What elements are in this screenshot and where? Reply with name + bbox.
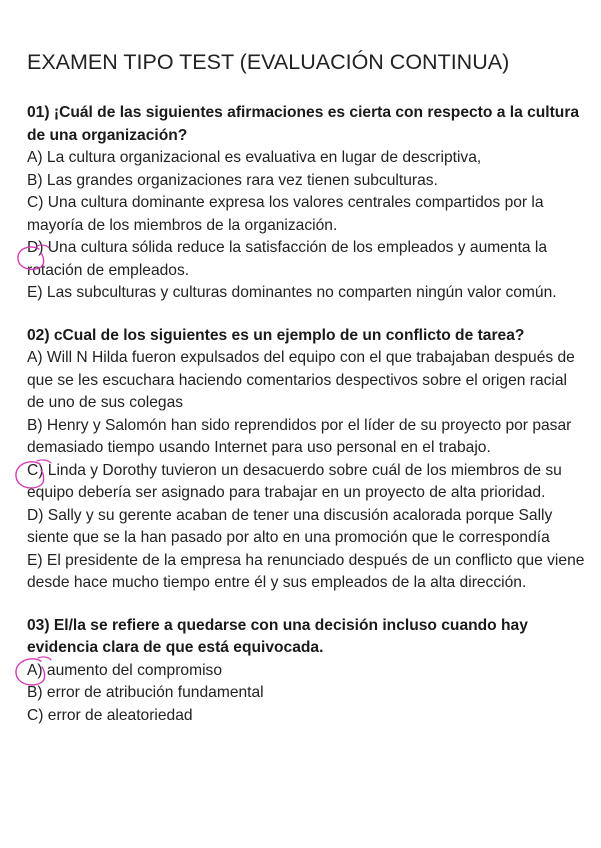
option-a: A) Will N Hilda fueron expulsados del equipo con el que trabajaban después de que se les escuchara haciendo comentarios despectivos sobre el origen racial de uno de sus colegas	[27, 349, 575, 411]
option-e: E) Las subculturas y culturas dominantes no comparten ningún valor común.	[27, 284, 557, 301]
question-text: 01) ¡Cuál de las siguientes afirmaciones es cierta con respecto a la cultura de una organización?	[27, 104, 580, 144]
exam-page	[27, 48, 587, 747]
question-2	[27, 325, 587, 595]
option-e: E) El presidente de la empresa ha renunciado después de un conflicto que viene desde hace mucho tiempo entre él y sus empleados de la alta dirección.	[27, 551, 585, 591]
question-text: 02) cCual de los siguientes es un ejemplo de un conflicto de tarea?	[27, 326, 525, 344]
question-text: 03) El/la se refiere a quedarse con una decisión incluso cuando hay evidencia clara de que está equivocada.	[27, 616, 528, 656]
option-b: B) Henry y Salomón han sido reprendidos por el líder de su proyecto por pasar demasiado tiempo usando Internet para uso personal en el trabajo.	[27, 416, 572, 456]
question-1	[27, 102, 587, 305]
option-d: D) Una cultura sólida reduce la satisfacción de los empleados y aumenta la rotación de empleados.	[27, 239, 548, 279]
option-c: C) Linda y Dorothy tuvieron un desacuerdo sobre cuál de los miembros de su equipo debería ser asignado para trabajar en un proyecto de alta prioridad.	[27, 461, 562, 501]
option-c: C) Una cultura dominante expresa los valores centrales compartidos por la mayoría de los miembros de la organización.	[27, 194, 544, 234]
page-title: EXAMEN TIPO TEST (EVALUACIÓN CONTINUA)	[27, 50, 510, 74]
option-a: A) La cultura organizacional es evaluativa en lugar de descriptiva,	[27, 149, 482, 166]
option-c: C) error de aleatoriedad	[27, 706, 193, 724]
option-d: D) Sally y su gerente acaban de tener una discusión acalorada porque Sally siente que se la han pasado por alto en una promoción que le correspondía	[27, 506, 553, 546]
option-b: B) error de atribución fundamental	[27, 684, 264, 701]
question-3	[27, 615, 587, 728]
option-a: A) aumento del compromiso	[27, 661, 223, 679]
option-b: B) Las grandes organizaciones rara vez tienen subculturas.	[27, 171, 438, 189]
